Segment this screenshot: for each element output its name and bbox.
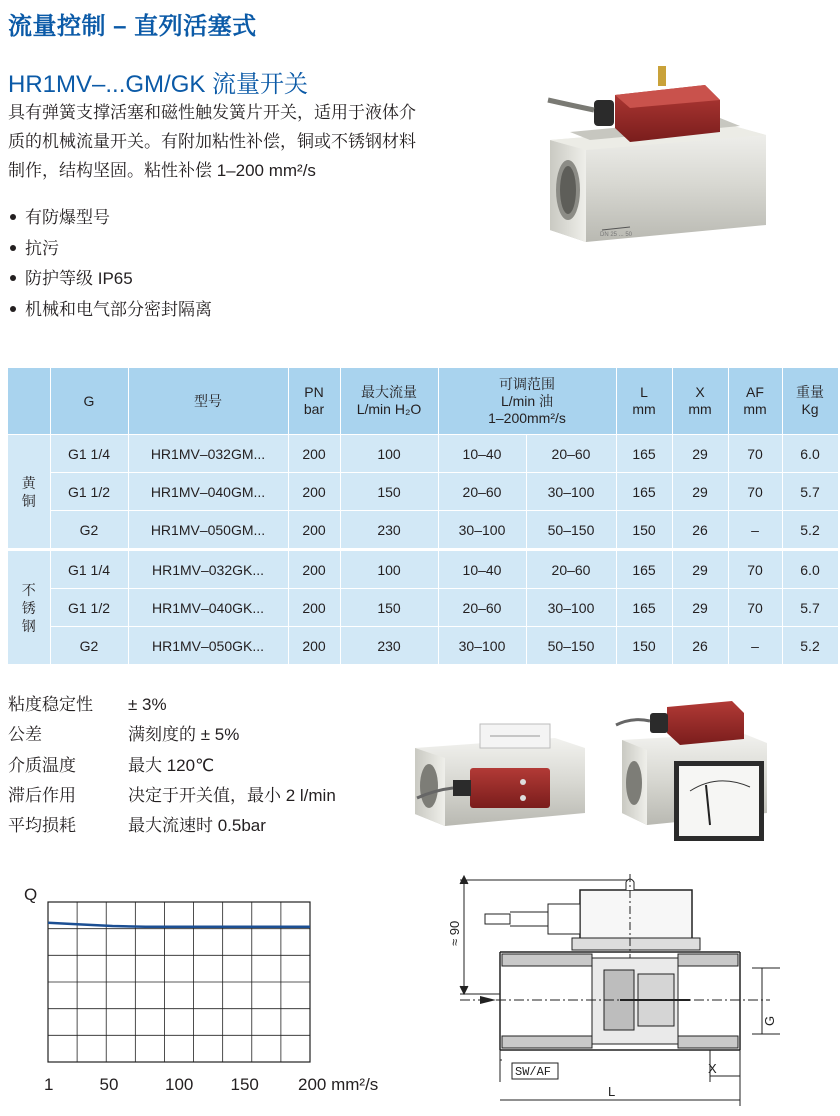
param-value: 决定于开关值，最小 2 l/min <box>128 785 336 805</box>
param-value: 满刻度的 ± 5% <box>128 725 240 745</box>
cell-g: G2 <box>50 627 128 665</box>
cell-range-oil: 50–150 <box>526 511 616 550</box>
cell-x: 26 <box>672 511 728 550</box>
param-label: 平均损耗 <box>8 816 76 836</box>
cell-x: 29 <box>672 550 728 589</box>
cell-l: 150 <box>616 511 672 550</box>
cell-l: 165 <box>616 589 672 627</box>
param-label: 公差 <box>8 725 42 745</box>
technical-drawing <box>440 870 835 1110</box>
cell-weight: 5.2 <box>782 511 838 550</box>
cell-max-flow: 100 <box>340 550 438 589</box>
intro-line: 具有弹簧支撑活塞和磁性触发簧片开关，适用于液体介 <box>8 103 416 122</box>
chart-x-tick-label: 50 <box>99 1075 119 1094</box>
table-row <box>8 550 838 589</box>
cell-model: HR1MV–040GK... <box>128 589 288 627</box>
material-cell: 不 锈 钢 <box>8 550 50 665</box>
cell-l: 165 <box>616 473 672 511</box>
cell-af: 70 <box>728 550 782 589</box>
feature-list <box>8 203 212 325</box>
param-label: 粘度稳定性 <box>8 695 93 714</box>
cell-model: HR1MV–050GM... <box>128 511 288 550</box>
cell-pn: 200 <box>288 435 340 473</box>
cell-g: G1 1/4 <box>50 550 128 589</box>
cell-af: – <box>728 511 782 550</box>
chart-x-tick-label: 200 mm²/s <box>298 1075 379 1094</box>
cell-range-water: 10–40 <box>438 550 526 589</box>
cell-weight: 6.0 <box>782 435 838 473</box>
spec-table <box>8 368 839 665</box>
dim-height-label: ≈ 90 <box>447 920 462 946</box>
cell-weight: 6.0 <box>782 550 838 589</box>
header-text: mm <box>743 401 767 417</box>
chart-x-tick-label: 150 <box>230 1075 259 1094</box>
intro-line: 质的机械流量开关。有附加粘性补偿，铜或不锈钢材料 <box>8 132 416 151</box>
chart-y-label: Q <box>24 885 38 904</box>
cell-g: G2 <box>50 511 128 550</box>
viscosity-chart <box>20 872 380 1097</box>
cell-x: 26 <box>672 627 728 665</box>
cell-g: G1 1/4 <box>50 435 128 473</box>
cell-weight: 5.7 <box>782 473 838 511</box>
cell-max-flow: 230 <box>340 511 438 550</box>
chart-x-tick-label: 1 <box>44 1075 54 1094</box>
bullet-icon <box>10 306 16 312</box>
cell-weight: 5.2 <box>782 627 838 665</box>
intro-line: 制作，结构坚固。粘性补偿 1–200 mm²/s <box>8 161 316 180</box>
cell-range-oil: 20–60 <box>526 435 616 473</box>
cell-weight: 5.7 <box>782 589 838 627</box>
header-text: Kg <box>801 401 819 417</box>
header-model: 型号 <box>128 368 288 435</box>
cell-model: HR1MV–032GK... <box>128 550 288 589</box>
material-cell: 黄 铜 <box>8 435 50 550</box>
cell-max-flow: 150 <box>340 473 438 511</box>
cell-pn: 200 <box>288 589 340 627</box>
table-row <box>8 473 838 511</box>
dim-g-label: G <box>762 1015 777 1026</box>
cell-pn: 200 <box>288 473 340 511</box>
param-label: 滞后作用 <box>8 785 76 805</box>
header-g: G <box>50 368 128 435</box>
cell-l: 165 <box>616 435 672 473</box>
header-max-flow <box>340 368 438 435</box>
header-l <box>616 368 672 435</box>
cell-af: 70 <box>728 589 782 627</box>
cell-x: 29 <box>672 589 728 627</box>
param-label: 介质温度 <box>8 755 76 775</box>
cell-range-oil: 30–100 <box>526 473 616 511</box>
cell-af: – <box>728 627 782 665</box>
header-text: 1–200mm²/s <box>488 409 566 426</box>
cell-pn: 200 <box>288 511 340 550</box>
param-value: 最大 120℃ <box>128 755 215 775</box>
feature-item <box>8 264 212 295</box>
feature-item <box>8 203 212 234</box>
product-photo-gauge <box>612 695 772 845</box>
feature-text: 机械和电气部分密封隔离 <box>25 299 212 319</box>
table-row <box>8 589 838 627</box>
param-value: ± 3% <box>128 695 167 714</box>
feature-item <box>8 295 212 326</box>
cell-range-oil: 30–100 <box>526 589 616 627</box>
table-row <box>8 511 838 550</box>
cell-range-water: 20–60 <box>438 473 526 511</box>
product-photo-main <box>530 60 770 250</box>
cell-range-water: 20–60 <box>438 589 526 627</box>
cell-max-flow: 230 <box>340 627 438 665</box>
feature-text: 有防爆型号 <box>25 208 110 227</box>
bullet-icon <box>10 245 16 251</box>
product-photo-switch <box>405 718 590 828</box>
header-weight <box>782 368 838 435</box>
table-row <box>8 627 838 665</box>
feature-text: 防护等级 IP65 <box>25 269 133 288</box>
header-af <box>728 368 782 435</box>
bullet-icon <box>10 275 16 281</box>
header-material <box>8 368 50 435</box>
header-text: X <box>695 384 705 400</box>
cell-pn: 200 <box>288 627 340 665</box>
table-row <box>8 435 838 473</box>
header-text: PN <box>304 384 324 400</box>
cell-max-flow: 150 <box>340 589 438 627</box>
product-title: HR1MV–...GM/GK 流量开关 <box>8 71 309 98</box>
cell-g: G1 1/2 <box>50 473 128 511</box>
chart-x-tick-label: 100 <box>165 1075 194 1094</box>
header-text: bar <box>303 401 325 417</box>
cell-range-water: 10–40 <box>438 435 526 473</box>
cell-range-water: 30–100 <box>438 511 526 550</box>
header-text: L <box>640 384 648 400</box>
bullet-icon <box>10 214 16 220</box>
header-text: 可调范围 <box>499 375 555 392</box>
table-body <box>8 435 838 665</box>
cell-model: HR1MV–050GK... <box>128 627 288 665</box>
photo-label: DN 25 ... 50 <box>600 232 633 238</box>
param-value: 最大流速时 0.5bar <box>128 816 266 836</box>
dim-l-label: L <box>608 1084 616 1099</box>
cell-g: G1 1/2 <box>50 589 128 627</box>
cell-l: 150 <box>616 627 672 665</box>
header-text: mm <box>688 401 712 417</box>
cell-pn: 200 <box>288 550 340 589</box>
header-text: AF <box>746 384 764 400</box>
header-x <box>672 368 728 435</box>
section-title: 流量控制 – 直列活塞式 <box>8 13 257 40</box>
header-pn <box>288 368 340 435</box>
cell-model: HR1MV–040GM... <box>128 473 288 511</box>
header-text: 重量 <box>796 384 824 400</box>
chart-series-line <box>48 923 310 927</box>
cell-max-flow: 100 <box>340 435 438 473</box>
dim-x-label: X <box>708 1061 717 1076</box>
cell-range-oil: 50–150 <box>526 627 616 665</box>
cell-range-water: 30–100 <box>438 627 526 665</box>
header-text: L/min 油 <box>500 392 554 409</box>
intro-text <box>8 98 478 185</box>
cell-model: HR1MV–032GM... <box>128 435 288 473</box>
cell-af: 70 <box>728 435 782 473</box>
cell-af: 70 <box>728 473 782 511</box>
header-text: 最大流量 <box>361 384 417 400</box>
feature-text: 抗污 <box>25 238 59 258</box>
cell-l: 165 <box>616 550 672 589</box>
table-header-row <box>8 368 838 435</box>
cell-x: 29 <box>672 435 728 473</box>
header-range <box>438 368 616 435</box>
sw-af-label: SW/AF <box>515 1065 552 1079</box>
header-text: mm <box>632 401 656 417</box>
cell-range-oil: 20–60 <box>526 550 616 589</box>
cell-x: 29 <box>672 473 728 511</box>
header-text: L/min H₂O <box>356 401 422 417</box>
feature-item <box>8 234 212 265</box>
